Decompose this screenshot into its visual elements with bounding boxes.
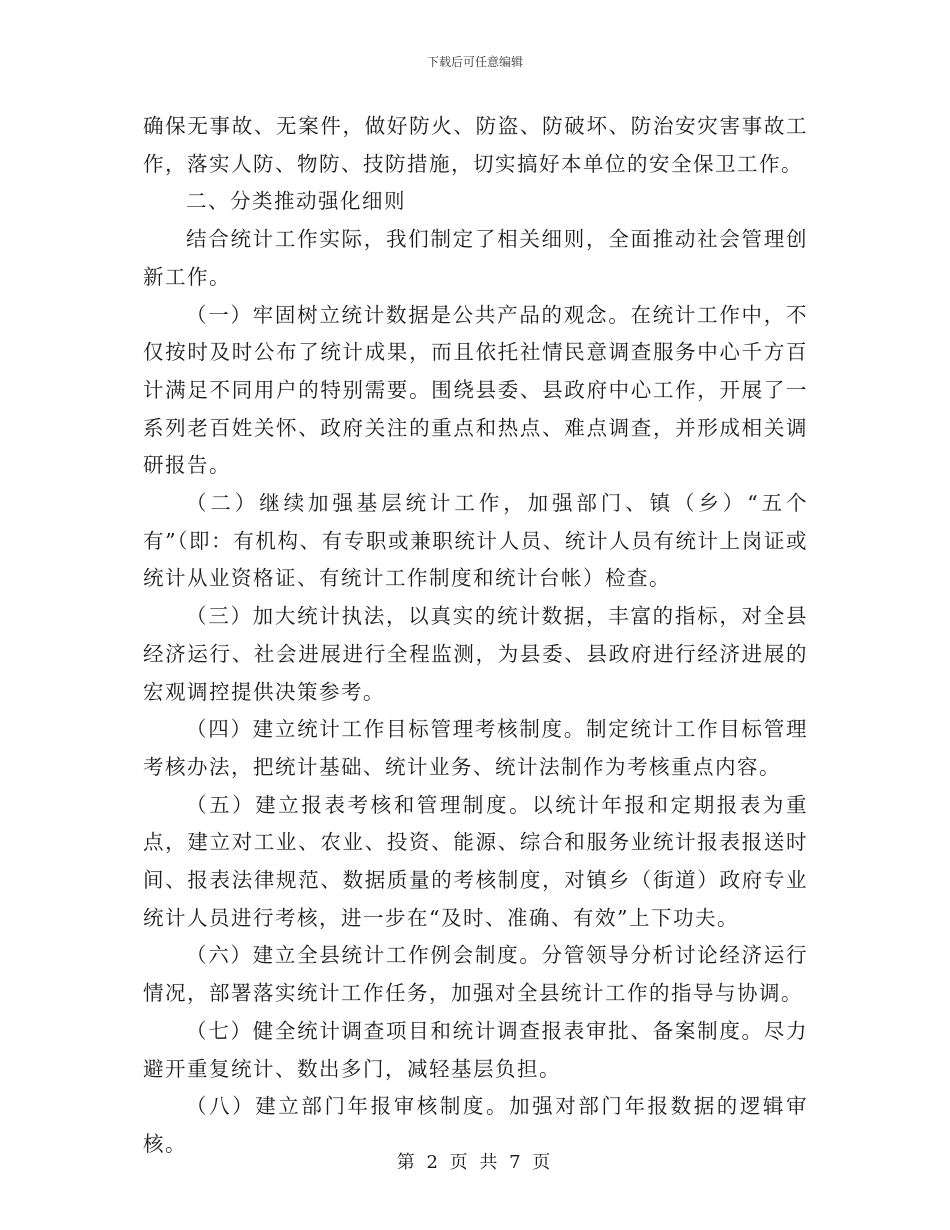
page-footer: 第 2 页 共 7 页 xyxy=(396,1152,554,1173)
paragraph-intro: 结合统计工作实际，我们制定了相关细则，全面推动社会管理创新工作。 xyxy=(143,227,808,289)
paragraph-item-8: （八）建立部门年报审核制度。加强对部门年报数据的逻辑审核。 xyxy=(143,1094,808,1156)
section-heading: 二、分类推动强化细则 xyxy=(186,189,406,214)
paragraph-item-4: （四）建立统计工作目标管理考核制度。制定统计工作目标管理考核办法，把统计基础、统计业务、统计法制作为考核重点内容。 xyxy=(143,717,808,779)
paragraph-item-3: （三）加大统计执法，以真实的统计数据，丰富的指标，对全县经济运行、社会进展进行全程监测，为县委、县政府进行经济进展的宏观调控提供决策参考。 xyxy=(143,604,808,704)
paragraph-item-1: （一）牢固树立统计数据是公共产品的观念。在统计工作中，不仅按时及时公布了统计成果，而且依托社情民意调查服务中心千方百计满足不同用户的特别需要。围绕县委、县政府中心工作，开展了一系列老百姓关怀、政府关注的重点和热点、难点调查，并形成相关调研报告。 xyxy=(143,302,808,478)
paragraph-item-5: （五）建立报表考核和管理制度。以统计年报和定期报表为重点，建立对工业、农业、投资、能源、综合和服务业统计报表报送时间、报表法律规范、数据质量的考核制度，对镇乡（街道）政府专业统计人员进行考核，进一步在“及时、准确、有效”上下功夫。 xyxy=(143,792,808,930)
paragraph-item-7: （七）健全统计调查项目和统计调查报表审批、备案制度。尽力避开重复统计、数出多门，减轻基层负担。 xyxy=(143,1018,808,1081)
paragraph-continuation: 确保无事故、无案件，做好防火、防盗、防破坏、防治安灾害事故工作，落实人防、物防、技防措施，切实搞好本单位的安全保卫工作。 xyxy=(143,114,808,176)
paragraph-item-6: （六）建立全县统计工作例会制度。分管领导分析讨论经济运行情况，部署落实统计工作任务，加强对全县统计工作的指导与协调。 xyxy=(143,943,808,1006)
page-header: 下载后可任意编辑 xyxy=(426,55,523,69)
paragraph-item-2: （二）继续加强基层统计工作，加强部门、镇（乡）“五个有”（即：有机构、有专职或兼职统计人员、统计人员有统计上岗证或统计从业资格证、有统计工作制度和统计台帐）检查。 xyxy=(143,491,808,591)
document-body xyxy=(143,108,808,1164)
